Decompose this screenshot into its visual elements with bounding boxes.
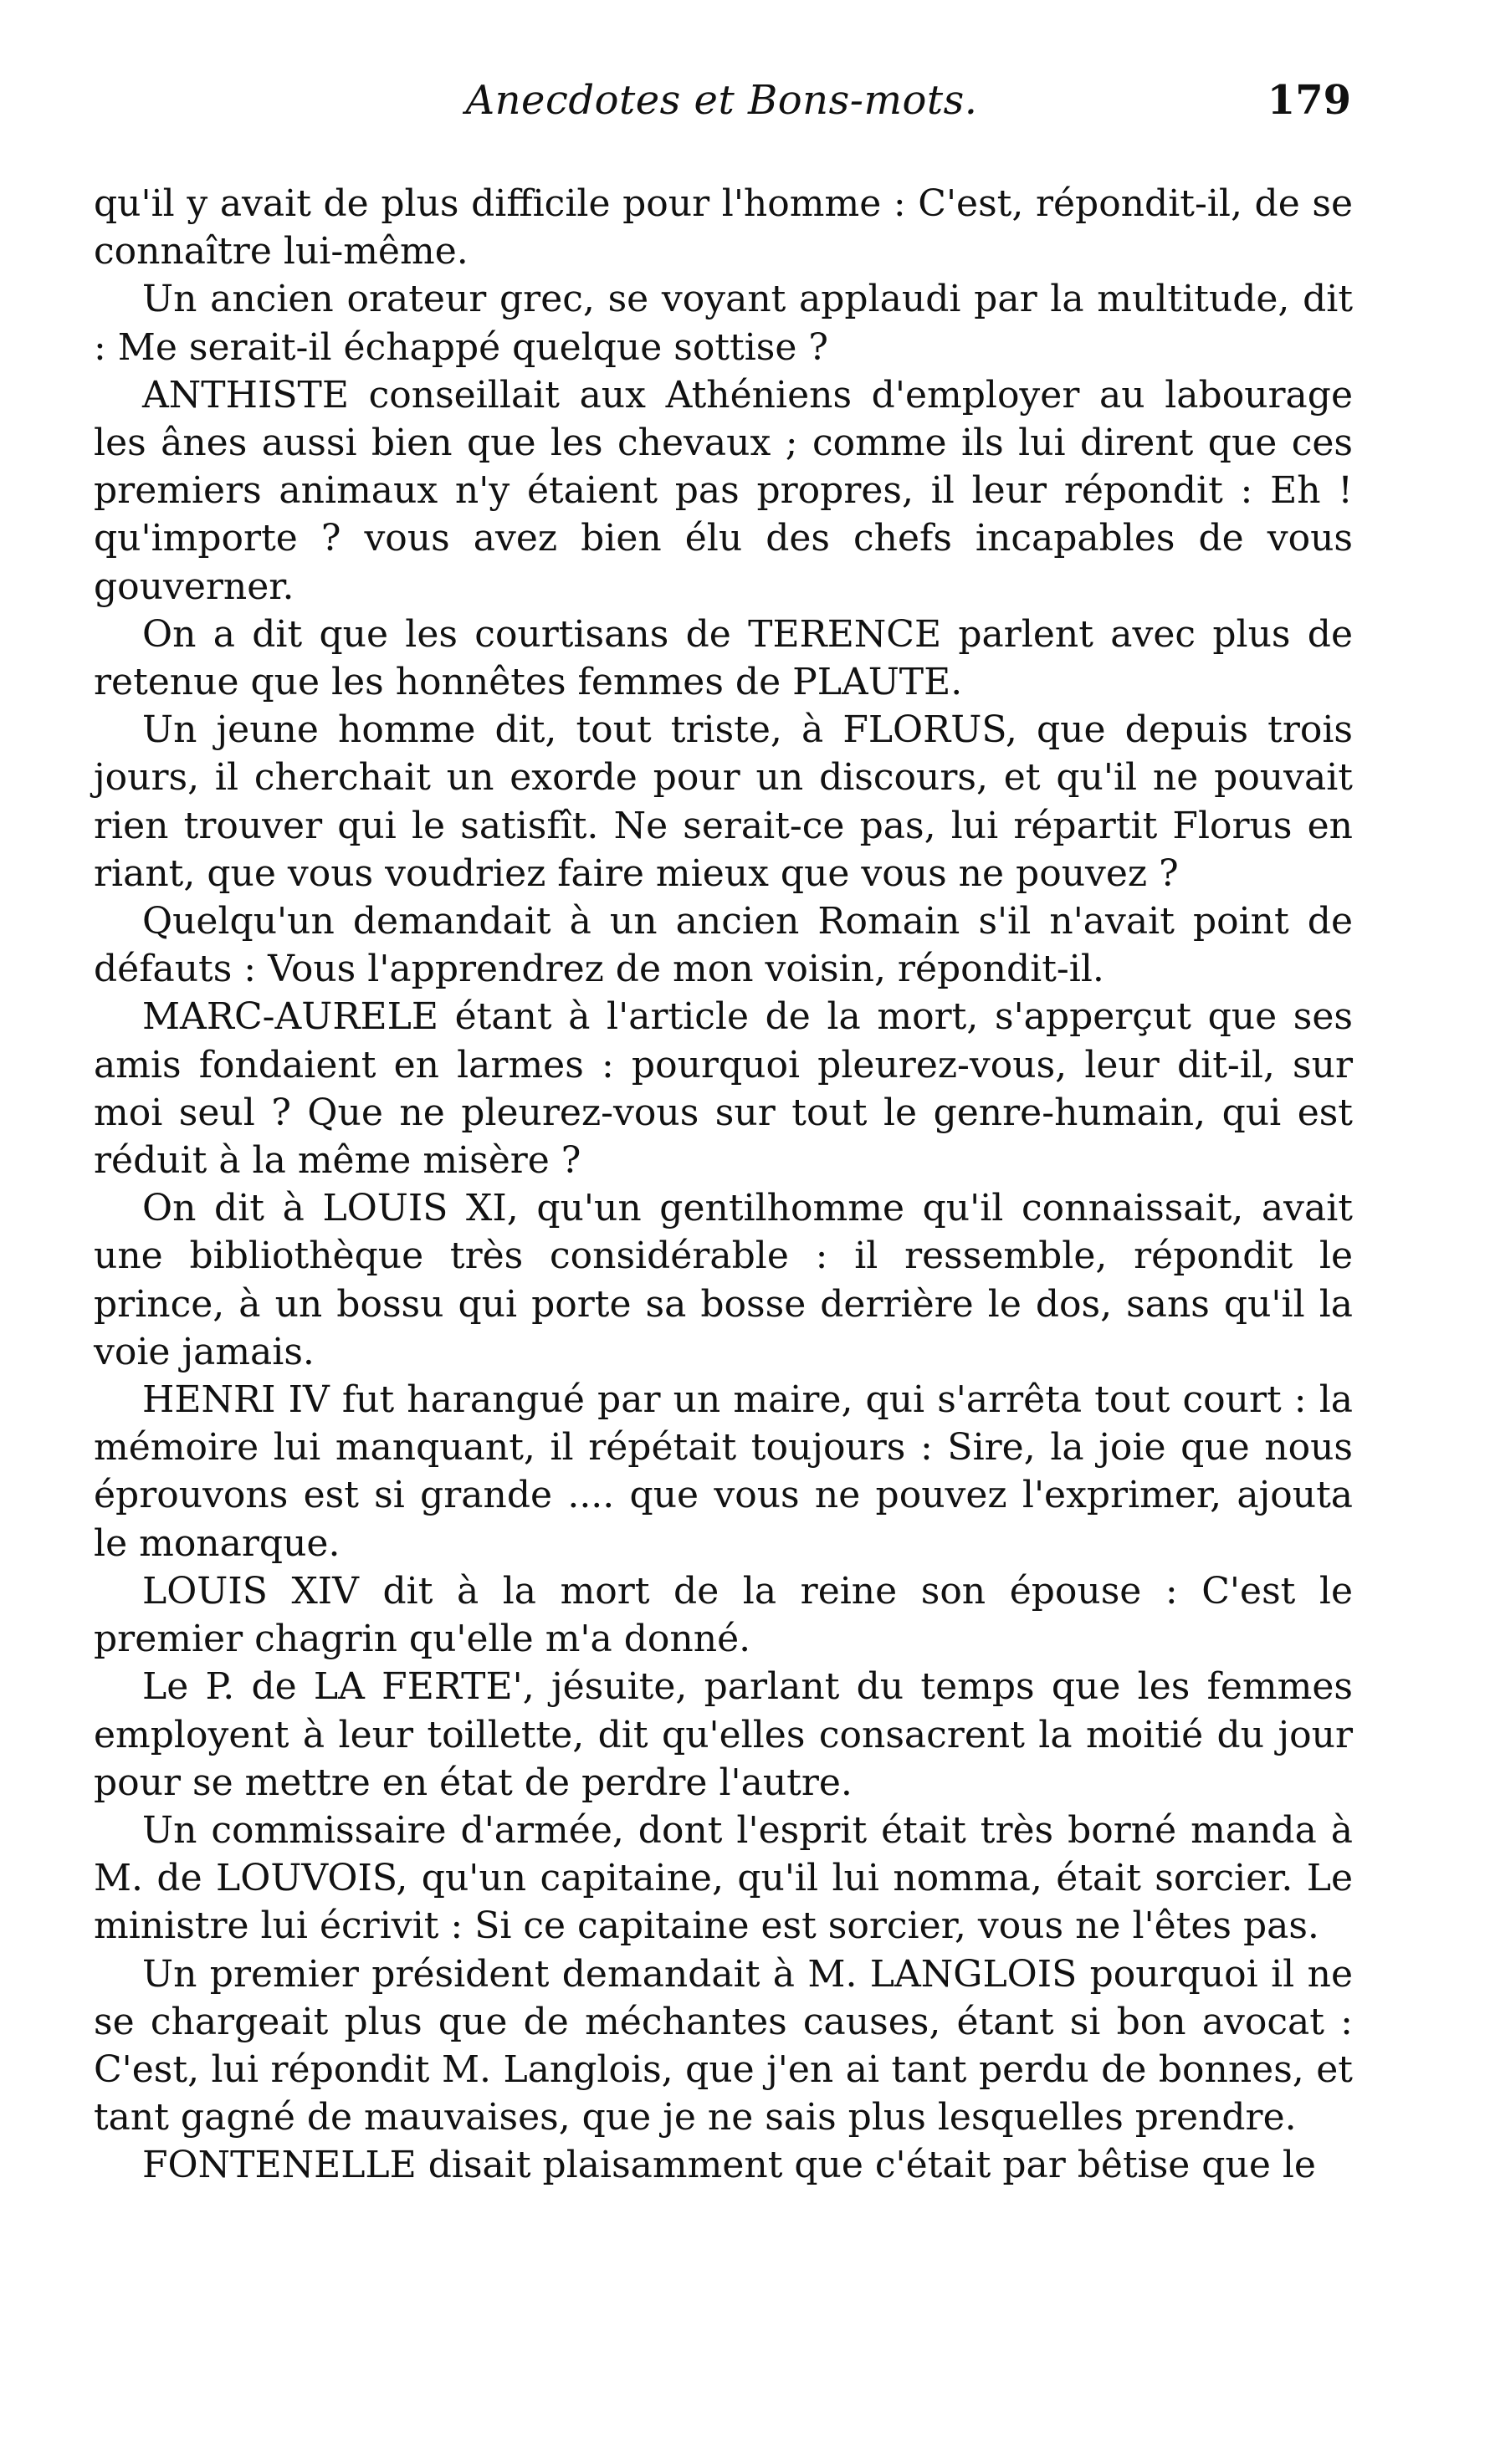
paragraph: FONTENELLE disait plaisamment que c'était par bêtise que le <box>142 2144 1316 2187</box>
paragraph: On dit à LOUIS XI, qu'un gentilhomme qu'il connaissait, avait une bibliothèque très considérable : il ressemble, répondit le prince, à un bossu qui porte sa bosse derrière le dos, sans qu'il la voie jamais. <box>94 1187 1353 1373</box>
paragraph: Le P. de LA FERTE', jésuite, parlant du temps que les femmes employent à leur toillette, dit qu'elles consacrent la moitié du jour pour se mettre en état de perdre l'autre. <box>94 1665 1353 1804</box>
page-header <box>92 77 1351 135</box>
paragraph: ANTHISTE conseillait aux Athéniens d'employer au labourage les ânes aussi bien que les chevaux ; comme ils lui dirent que ces premiers animaux n'y étaient pas propres, il leur répondit : Eh ! qu'importe ? vous avez bien élu des chefs incapables de vous gouverner. <box>94 373 1353 608</box>
paragraph: On a dit que les courtisans de TERENCE parlent avec plus de retenue que les honnêtes femmes de PLAUTE. <box>94 612 1353 704</box>
paragraph: Un ancien orateur grec, se voyant applaudi par la multitude, dit : Me serait-il échappé quelque sottise ? <box>94 278 1353 369</box>
paragraph: LOUIS XIV dit à la mort de la reine son épouse : C'est le premier chagrin qu'elle m'a donné. <box>94 1569 1353 1661</box>
paragraph: Un commissaire d'armée, dont l'esprit était très borné manda à M. de LOUVOIS, qu'un capitaine, qu'il lui nomma, était sorcier. Le ministre lui écrivit : Si ce capitaine est sorcier, vous ne l'êtes pas. <box>94 1808 1353 1948</box>
paragraph: Un premier président demandait à M. LANGLOIS pourquoi il ne se chargeait plus que de méchantes causes, étant si bon avocat : C'est, lui répondit M. Langlois, que j'en ai tant perdu de bonnes, et tant gagné de mauvaises, que je ne sais plus lesquelles prendre. <box>94 1952 1353 2139</box>
page-number: 179 <box>1267 77 1351 124</box>
paragraph: HENRI IV fut harangué par un maire, qui s'arrêta tout court : la mémoire lui manquant, il répétait toujours : Sire, la joie que nous éprouvons est si grande .... que vous ne pouvez l'exprimer, ajouta le monarque. <box>94 1378 1353 1565</box>
paragraph: MARC-AURELE étant à l'article de la mort, s'apperçut que ses amis fondaient en larmes : pourquoi pleurez-vous, leur dit-il, sur moi seul ? Que ne pleurez-vous sur tout le genre-humain, qui est réduit à la même misère ? <box>94 995 1353 1183</box>
paragraph-continuation: qu'il y avait de plus difficile pour l'homme : C'est, répondit-il, de se connaître lui-même. <box>94 182 1353 273</box>
paragraph: Un jeune homme dit, tout triste, à FLORUS, que depuis trois jours, il cherchait un exorde pour un discours, et qu'il ne pouvait rien trouver qui le satisfît. Ne serait-ce pas, lui répartit Florus en riant, que vous voudriez faire mieux que vous ne pouvez ? <box>94 708 1353 895</box>
body-text <box>94 180 1353 2190</box>
paragraph: Quelqu'un demandait à un ancien Romain s'il n'avait point de défauts : Vous l'apprendrez de mon voisin, répondit-il. <box>94 900 1353 991</box>
running-title: Anecdotes et Bons-mots. <box>465 77 978 124</box>
